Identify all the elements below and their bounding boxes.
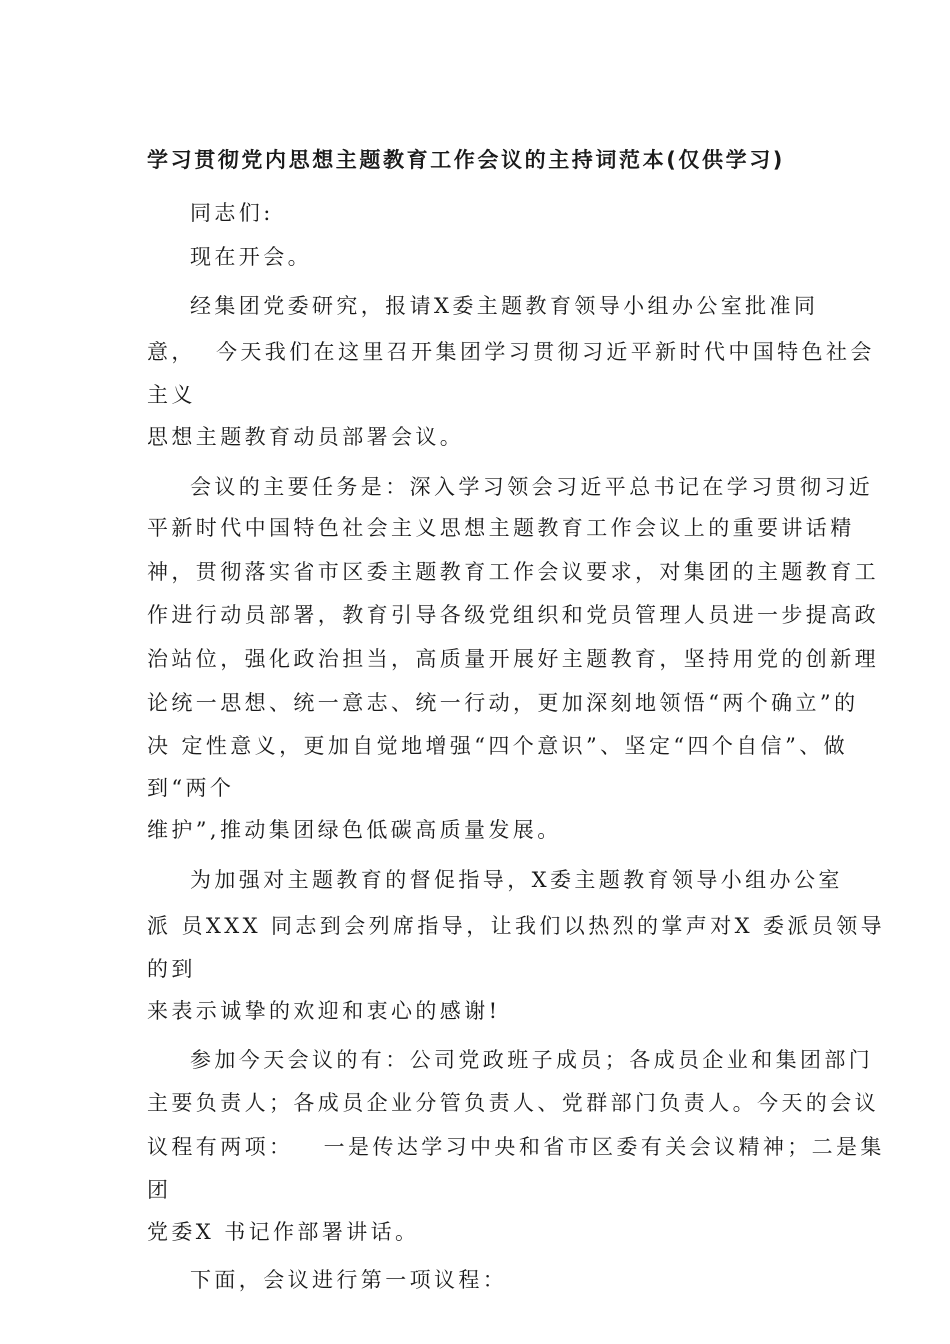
text-line: 下面，会议进行第一项议程： bbox=[190, 1268, 508, 1292]
document-title: 学习贯彻党内思想主题教育工作会议的主持词范本(仅供学习) bbox=[147, 148, 785, 172]
text-line: 到“两个 bbox=[147, 776, 235, 800]
text-line: 神，贯彻落实省市区委主题教育工作会议要求，对集团的主题教育工 bbox=[147, 560, 879, 584]
text-line: 参加今天会议的有：公司党政班子成员；各成员企业和集团部门 bbox=[190, 1048, 874, 1072]
text-line: 党委X 书记作部署讲话。 bbox=[147, 1220, 420, 1244]
text-line: 主义 bbox=[147, 383, 196, 407]
text-line: 为加强对主题教育的督促指导，X委主题教育领导小组办公室 bbox=[190, 868, 843, 892]
text-line: 意， 今天我们在这里召开集团学习贯彻习近平新时代中国特色社会 bbox=[147, 340, 875, 364]
text-line: 议程有两项： 一是传达学习中央和省市区委有关会议精神；二是集 bbox=[147, 1135, 885, 1159]
text-line: 同志们: bbox=[190, 201, 274, 225]
text-line: 思想主题教育动员部署会议。 bbox=[147, 425, 465, 449]
text-line: 论统一思想、统一意志、统一行动，更加深刻地领悟“两个确立”的 bbox=[147, 691, 859, 715]
text-line: 经集团党委研究，报请X委主题教育领导小组办公室批准同 bbox=[190, 294, 819, 318]
text-line: 维护”,推动集团绿色低碳高质量发展。 bbox=[147, 818, 562, 842]
text-line: 会议的主要任务是：深入学习领会习近平总书记在学习贯彻习近 bbox=[190, 475, 874, 499]
text-line: 决 定性意义，更加自觉地增强“四个意识”、坚定“四个自信”、做 bbox=[147, 734, 849, 758]
text-line: 作进行动员部署，教育引导各级党组织和党员管理人员进一步提高政 bbox=[147, 603, 879, 627]
text-line: 平新时代中国特色社会主义思想主题教育工作会议上的重要讲话精 bbox=[147, 516, 855, 540]
text-line: 主要负责人；各成员企业分管负责人、党群部门负责人。今天的会议 bbox=[147, 1091, 879, 1115]
text-line: 来表示诚挚的欢迎和衷心的感谢! bbox=[147, 999, 501, 1023]
text-line: 治站位，强化政治担当，高质量开展好主题教育，坚持用党的创新理 bbox=[147, 647, 879, 671]
text-line: 的到 bbox=[147, 957, 196, 981]
text-line: 派 员XXX 同志到会列席指导，让我们以热烈的掌声对X 委派员领导 bbox=[147, 914, 886, 938]
text-line: 团 bbox=[147, 1178, 172, 1202]
text-line: 现在开会。 bbox=[190, 245, 312, 269]
